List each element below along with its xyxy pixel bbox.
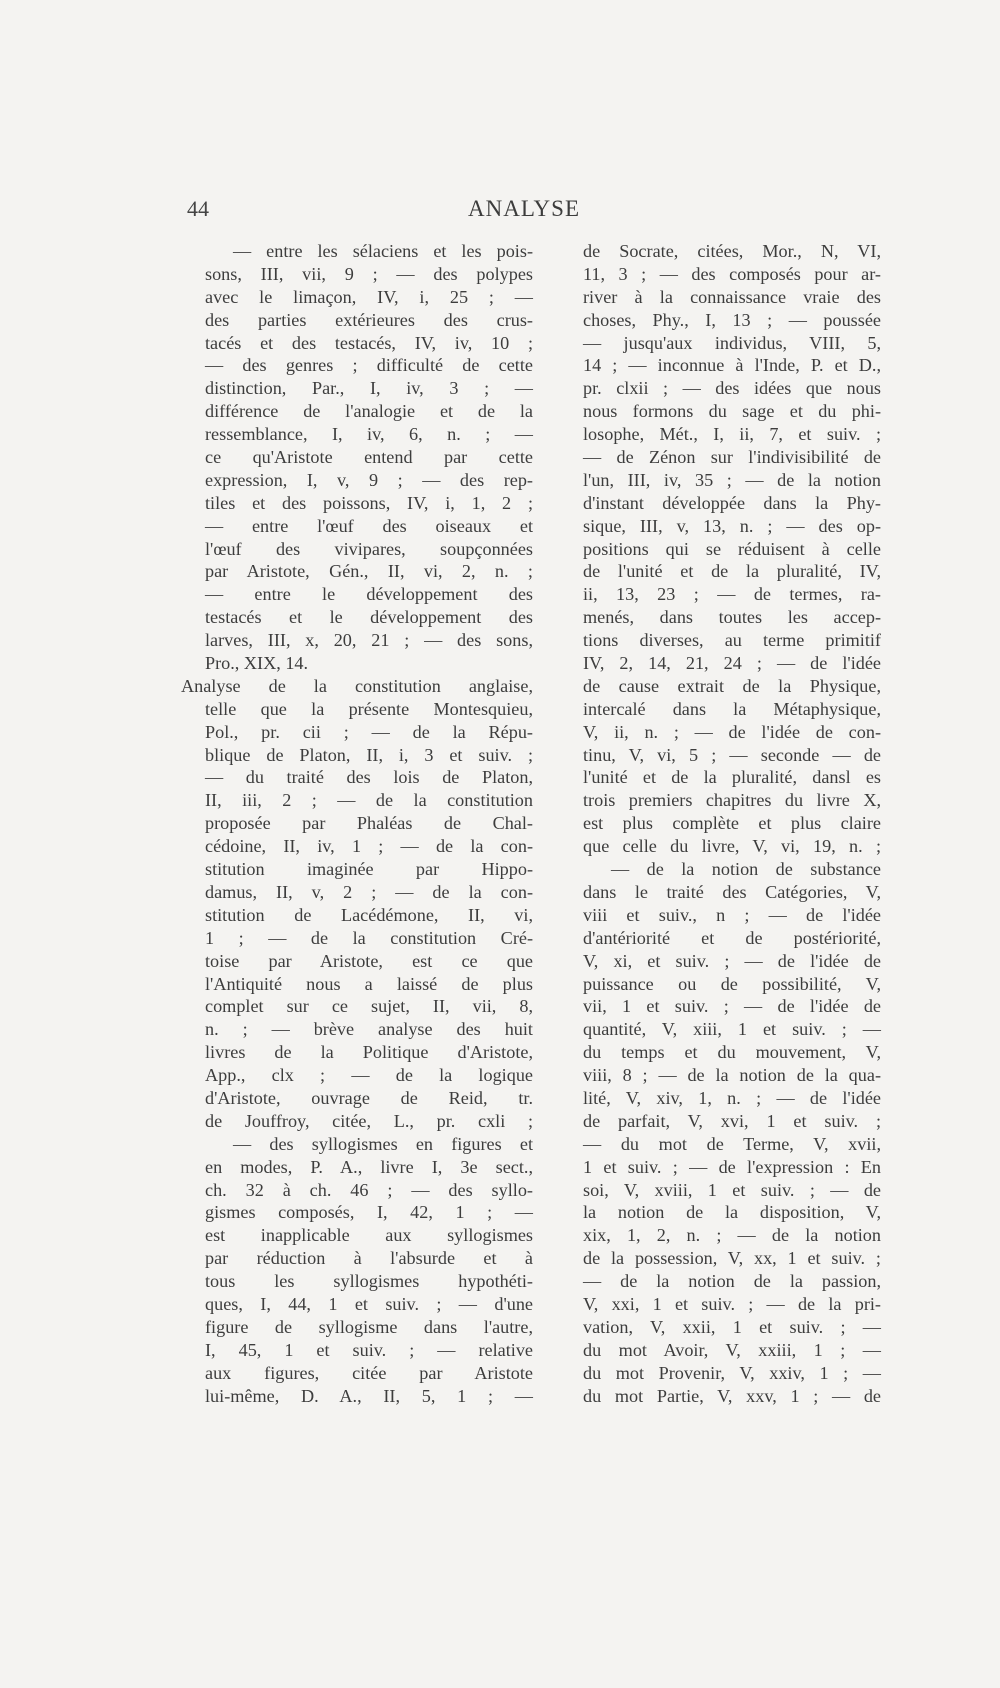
text-line: n. ; — brève analyse des huit bbox=[205, 1019, 533, 1040]
text-line: nous formons du sage et du phi- bbox=[583, 401, 881, 422]
text-line: — du mot de Terme, V, xvii, bbox=[583, 1133, 881, 1154]
text-line: — de la notion de substance bbox=[611, 859, 881, 880]
text-line: choses, Phy., I, 13 ; — poussée bbox=[583, 309, 881, 330]
left-text-column bbox=[181, 240, 533, 1407]
text-line: tiles et des poissons, IV, i, 1, 2 ; bbox=[205, 492, 533, 513]
text-line: positions qui se réduisent à celle bbox=[583, 538, 881, 559]
text-line: avec le limaçon, IV, i, 25 ; — bbox=[205, 286, 533, 307]
text-line: lui-même, D. A., II, 5, 1 ; — bbox=[205, 1385, 533, 1406]
text-line: figure de syllogisme dans l'autre, bbox=[205, 1316, 533, 1337]
text-line: II, iii, 2 ; — de la constitution bbox=[205, 790, 533, 811]
text-line: stitution imaginée par Hippo- bbox=[205, 859, 533, 880]
text-line: ii, 13, 23 ; — de termes, ra- bbox=[583, 584, 881, 605]
text-line: expression, I, v, 9 ; — des rep- bbox=[205, 469, 533, 490]
text-line: — du traité des lois de Platon, bbox=[205, 767, 533, 788]
text-line: différence de l'analogie et de la bbox=[205, 401, 533, 422]
text-line: IV, 2, 14, 21, 24 ; — de l'idée bbox=[583, 653, 881, 674]
text-line: tous les syllogismes hypothéti- bbox=[205, 1271, 533, 1292]
text-line: des parties extérieures des crus- bbox=[205, 309, 533, 330]
text-line: intercalé dans la Métaphysique, bbox=[583, 698, 881, 719]
text-line: dans le traité des Catégories, V, bbox=[583, 881, 881, 902]
text-line: de parfait, V, xvi, 1 et suiv. ; bbox=[583, 1110, 881, 1131]
running-head: ANALYSE bbox=[467, 196, 581, 221]
text-line: Analyse de la constitution anglaise, bbox=[181, 675, 533, 696]
text-line: tacés et des testacés, IV, iv, 10 ; bbox=[205, 332, 533, 353]
text-line: menés, dans toutes les accep- bbox=[583, 607, 881, 628]
text-line: sique, III, v, 13, n. ; — des op- bbox=[583, 515, 881, 536]
text-line: I, 45, 1 et suiv. ; — relative bbox=[205, 1339, 533, 1360]
text-line: 11, 3 ; — des composés pour ar- bbox=[583, 263, 881, 284]
text-line: V, ii, n. ; — de l'idée de con- bbox=[583, 721, 881, 742]
text-line: — entre les sélaciens et les pois- bbox=[233, 241, 533, 261]
text-line: App., clx ; — de la logique bbox=[205, 1065, 533, 1086]
text-line: vation, V, xxii, 1 et suiv. ; — bbox=[583, 1316, 881, 1337]
text-line: stitution de Lacédémone, II, vi, bbox=[205, 904, 533, 925]
text-line: proposée par Phaléas de Chal- bbox=[205, 813, 533, 834]
text-line: du mot Provenir, V, xxiv, 1 ; — bbox=[583, 1362, 881, 1383]
text-line: en modes, P. A., livre I, 3e sect., bbox=[205, 1156, 533, 1177]
text-line: est plus complète et plus claire bbox=[583, 813, 881, 834]
text-line: gismes composés, I, 42, 1 ; — bbox=[205, 1202, 533, 1223]
text-line: 1 ; — de la constitution Cré- bbox=[205, 927, 533, 948]
text-line: — de la notion de la passion, bbox=[583, 1271, 881, 1292]
text-line: — entre l'œuf des oiseaux et bbox=[205, 515, 533, 536]
text-line: de Socrate, citées, Mor., N, VI, bbox=[583, 241, 881, 261]
text-line: l'Antiquité nous a laissé de plus bbox=[205, 973, 533, 994]
text-line: losophe, Mét., I, ii, 7, et suiv. ; bbox=[583, 424, 881, 445]
text-line: quantité, V, xiii, 1 et suiv. ; — bbox=[583, 1019, 881, 1040]
text-line: ce qu'Aristote entend par cette bbox=[205, 447, 533, 468]
text-line: larves, III, x, 20, 21 ; — des sons, bbox=[205, 630, 533, 651]
text-line: que celle du livre, V, vi, 19, n. ; bbox=[583, 836, 881, 857]
text-line: — entre le développement des bbox=[205, 584, 533, 605]
text-line: ch. 32 à ch. 46 ; — des syllo- bbox=[205, 1179, 533, 1200]
text-line: est inapplicable aux syllogismes bbox=[205, 1225, 533, 1246]
text-line: d'instant développée dans la Phy- bbox=[583, 492, 881, 513]
text-line: du mot Partie, V, xxv, 1 ; — de bbox=[583, 1385, 881, 1406]
text-line: de Jouffroy, citée, L., pr. cxli ; bbox=[205, 1110, 533, 1131]
text-line: soi, V, xviii, 1 et suiv. ; — de bbox=[583, 1179, 881, 1200]
text-line: distinction, Par., I, iv, 3 ; — bbox=[205, 378, 533, 399]
right-text-column bbox=[583, 240, 881, 1407]
text-line: telle que la présente Montesquieu, bbox=[205, 698, 533, 719]
text-line: complet sur ce sujet, II, vii, 8, bbox=[205, 996, 533, 1017]
text-line: ques, I, 44, 1 et suiv. ; — d'une bbox=[205, 1293, 533, 1314]
text-line: V, xxi, 1 et suiv. ; — de la pri- bbox=[583, 1293, 881, 1314]
text-line: Pro., XIX, 14. bbox=[205, 653, 309, 674]
text-line: du mot Avoir, V, xxiii, 1 ; — bbox=[583, 1339, 881, 1360]
text-line: V, xi, et suiv. ; — de l'idée de bbox=[583, 950, 881, 971]
text-line: pr. clxii ; — des idées que nous bbox=[583, 378, 881, 399]
text-line: de la possession, V, xx, 1 et suiv. ; bbox=[583, 1248, 881, 1269]
text-line: par Aristote, Gén., II, vi, 2, n. ; bbox=[205, 561, 533, 582]
text-line: — des genres ; difficulté de cette bbox=[205, 355, 533, 376]
text-line: du temps et du mouvement, V, bbox=[583, 1042, 881, 1063]
text-line: viii et suiv., n ; — de l'idée bbox=[583, 904, 881, 925]
text-line: l'un, III, iv, 35 ; — de la notion bbox=[583, 469, 881, 490]
text-line: l'unité et de la pluralité, dansl es bbox=[583, 767, 881, 788]
text-line: ressemblance, I, iv, 6, n. ; — bbox=[205, 424, 533, 445]
text-line: cédoine, II, iv, 1 ; — de la con- bbox=[205, 836, 533, 857]
text-line: de l'unité et de la pluralité, IV, bbox=[583, 561, 881, 582]
text-line: de cause extrait de la Physique, bbox=[583, 675, 881, 696]
text-line: viii, 8 ; — de la notion de la qua- bbox=[583, 1065, 881, 1086]
text-line: tinu, V, vi, 5 ; — seconde — de bbox=[583, 744, 881, 765]
text-line: d'antériorité et de postériorité, bbox=[583, 927, 881, 948]
text-line: sons, III, vii, 9 ; — des polypes bbox=[205, 263, 533, 284]
text-line: par réduction à l'absurde et à bbox=[205, 1248, 533, 1269]
text-line: testacés et le développement des bbox=[205, 607, 533, 628]
text-line: blique de Platon, II, i, 3 et suiv. ; bbox=[205, 744, 533, 765]
text-line: la notion de la disposition, V, bbox=[583, 1202, 881, 1223]
text-line: tions diverses, au terme primitif bbox=[583, 630, 881, 651]
text-line: damus, II, v, 2 ; — de la con- bbox=[205, 881, 533, 902]
text-line: — de Zénon sur l'indivisibilité de bbox=[583, 447, 881, 468]
text-line: river à la connaissance vraie des bbox=[583, 286, 881, 307]
text-line: — jusqu'aux individus, VIII, 5, bbox=[583, 332, 881, 353]
text-line: 14 ; — inconnue à l'Inde, P. et D., bbox=[583, 355, 881, 376]
text-line: l'œuf des vivipares, soupçonnées bbox=[205, 538, 533, 559]
text-line: 1 et suiv. ; — de l'expression : En bbox=[583, 1156, 881, 1177]
text-line: xix, 1, 2, n. ; — de la notion bbox=[583, 1225, 881, 1246]
text-line: d'Aristote, ouvrage de Reid, tr. bbox=[205, 1087, 533, 1108]
text-line: vii, 1 et suiv. ; — de l'idée de bbox=[583, 996, 881, 1017]
text-line: Pol., pr. cii ; — de la Répu- bbox=[205, 721, 533, 742]
text-line: livres de la Politique d'Aristote, bbox=[205, 1042, 533, 1063]
text-line: aux figures, citée par Aristote bbox=[205, 1362, 533, 1383]
text-line: puissance ou de possibilité, V, bbox=[583, 973, 881, 994]
page-number: 44 bbox=[187, 196, 209, 221]
text-line: — des syllogismes en figures et bbox=[233, 1133, 533, 1154]
text-line: trois premiers chapitres du livre X, bbox=[583, 790, 881, 811]
text-line: lité, V, xiv, 1, n. ; — de l'idée bbox=[583, 1087, 881, 1108]
text-line: toise par Aristote, est ce que bbox=[205, 950, 533, 971]
